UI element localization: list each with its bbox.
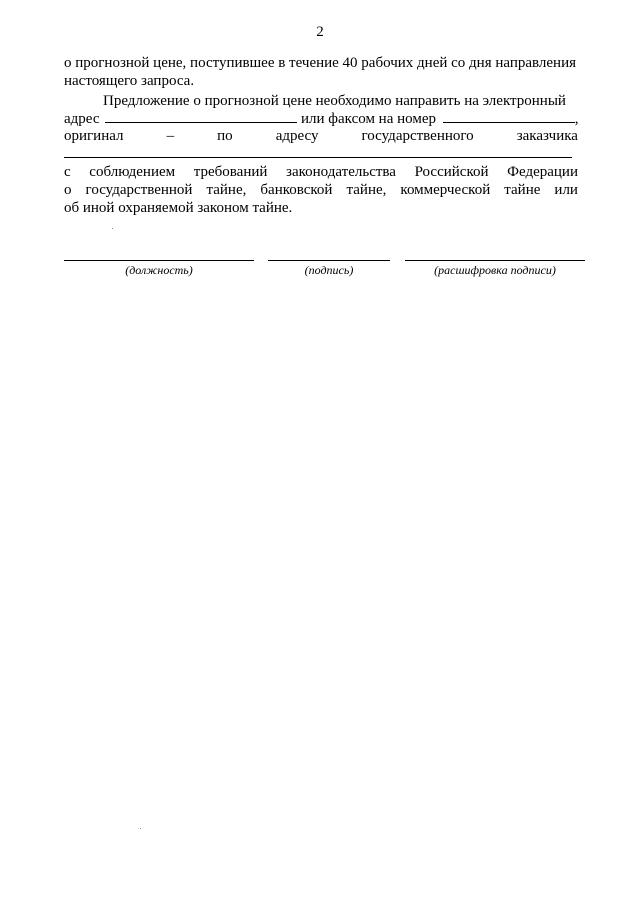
word: требований [193,164,268,180]
word: адресу [275,128,319,144]
decryption-signature-line[interactable] [405,260,585,261]
position-signature-line[interactable] [64,260,254,261]
word: государственной [85,182,193,198]
fax-label: или факсом на номер [300,111,437,127]
fax-blank[interactable] [443,109,575,123]
position-caption: (должность) [125,263,193,277]
word: заказчика [516,128,578,144]
paragraph-line-6 [64,163,578,181]
word: оригинал [64,128,124,144]
word: с [64,164,71,180]
email-blank[interactable] [105,109,297,123]
word: о [64,182,72,198]
address-label: адрес [64,111,100,127]
page-number: 2 [316,24,324,40]
word: Российской [414,164,489,180]
word: тайне, [206,182,247,198]
paragraph-line-2: настоящего запроса. [64,73,195,89]
word: тайне, [346,182,387,198]
word: по [217,128,233,144]
word: Федерации [507,164,578,180]
paragraph-line-4 [64,109,578,128]
paragraph-line-1: о прогнозной цене, поступившее в течение 40 рабочих дней со дня направления [64,55,576,71]
word: – [166,128,175,144]
word: законодательства [286,164,396,180]
word: государственного [361,128,474,144]
paragraph-line-5 [64,127,578,145]
word: банковской [260,182,333,198]
paragraph-line-8: об иной охраняемой законом тайне. [64,200,293,216]
scan-speck [112,228,113,229]
comma: , [574,111,579,127]
paragraph-line-3: Предложение о прогнозной цене необходимо направить на электронный [103,93,566,109]
decryption-caption: (расшифровка подписи) [434,263,556,277]
customer-address-blank[interactable] [64,157,572,158]
word: соблюдением [89,164,176,180]
scan-speck [140,828,141,829]
signature-caption: (подпись) [304,263,354,277]
word: тайне [504,182,541,198]
signature-line[interactable] [268,260,390,261]
paragraph-line-7 [64,181,578,199]
word: или [554,182,578,198]
word: коммерческой [400,182,491,198]
